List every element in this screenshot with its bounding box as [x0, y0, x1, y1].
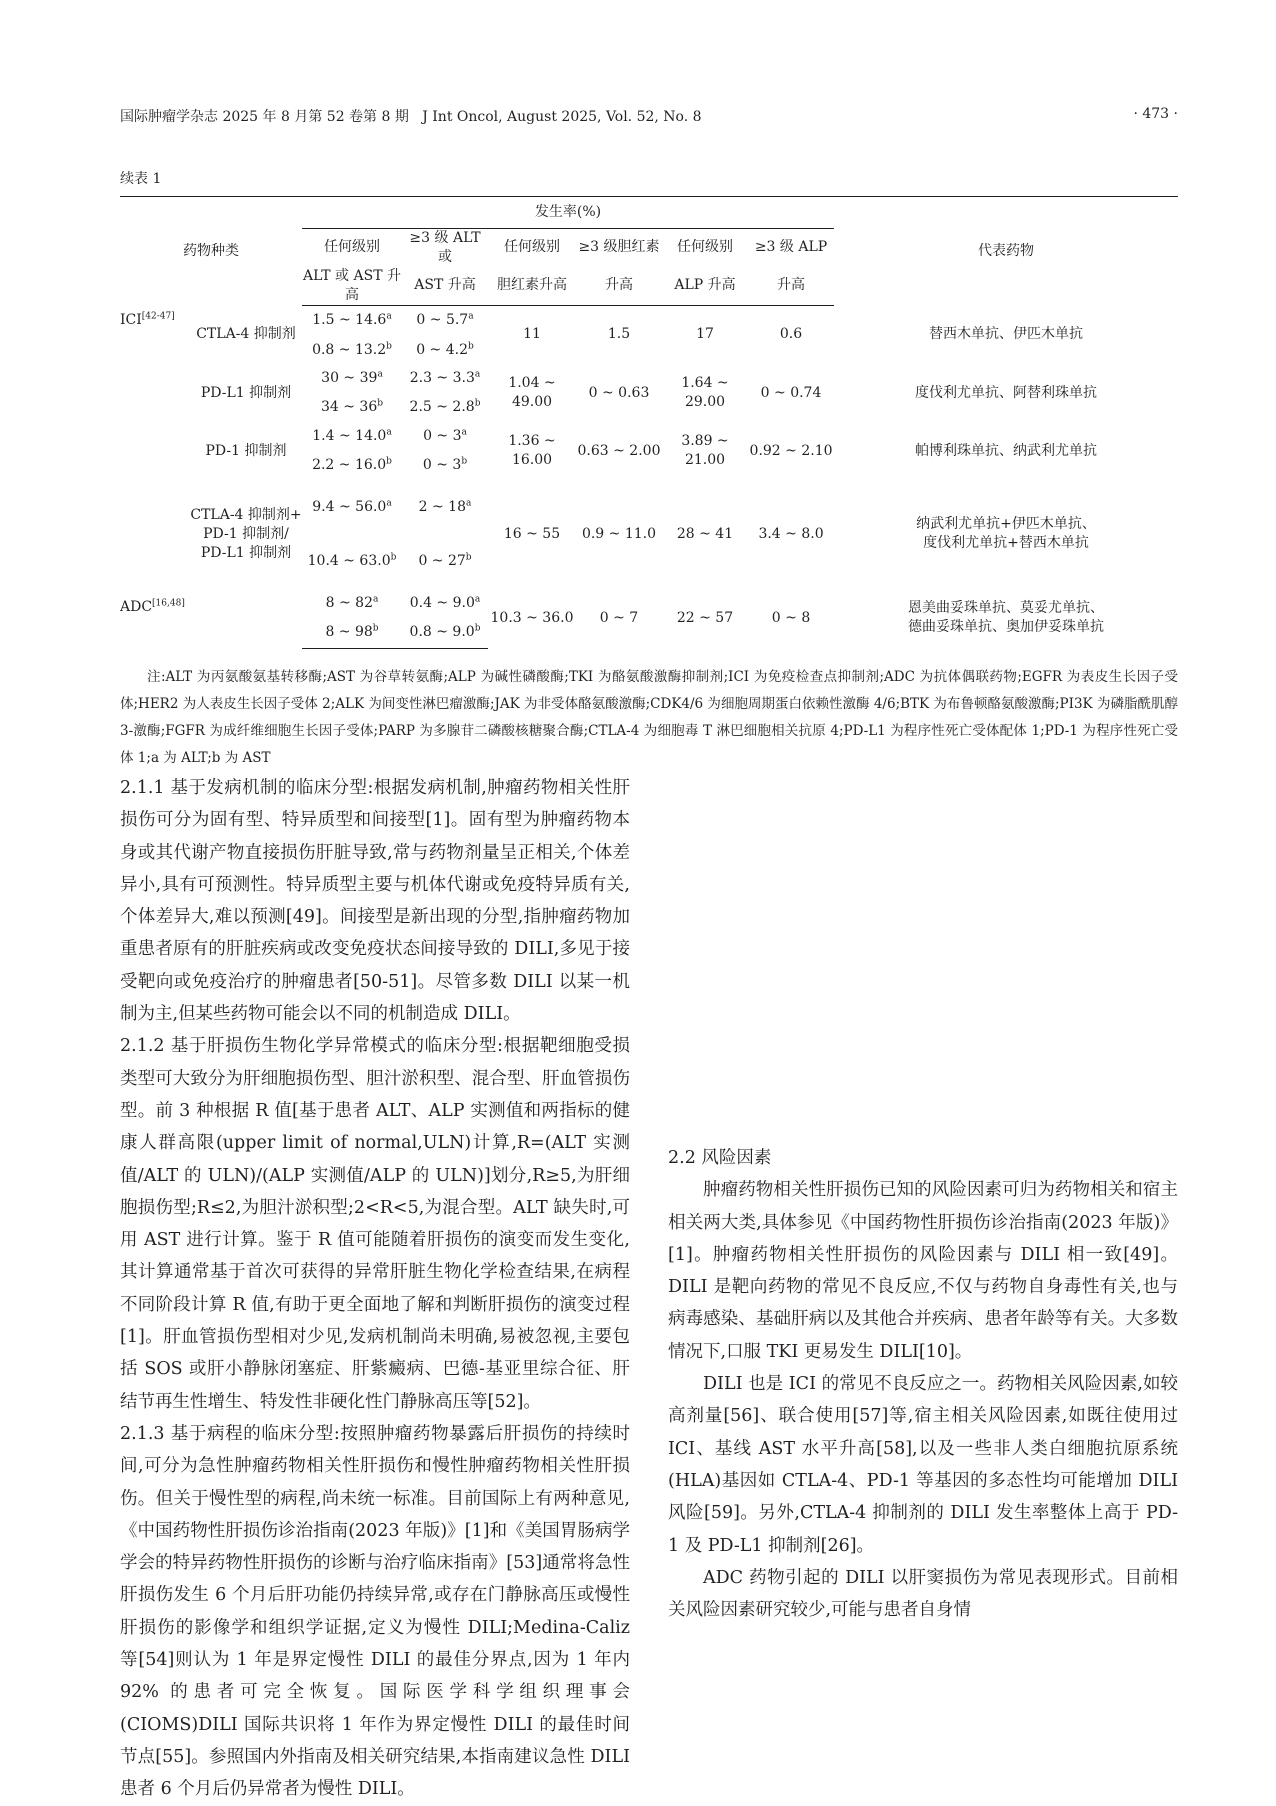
- combo-name: [190, 480, 302, 588]
- header-representative-drugs: 代表药物: [834, 197, 1178, 306]
- body-column-right: [668, 1142, 1178, 1626]
- combo-rep-line1: 纳武利尤单抗+伊匹木单抗、: [916, 516, 1096, 533]
- ctla4-bilirubin-g3: 1.5: [607, 326, 631, 343]
- header-col6-line2: 升高: [748, 267, 834, 305]
- section-2-1-2-text: 根据靶细胞受损类型可大致分为肝细胞损伤型、胆汁淤积型、混合型、肝血管损伤型。前 3 种根据 R 值[基于患者 ALT、ALP 实测值和两指标的健康人群高限(upper limit of normal,ULN)计算,R=(ALT 实测值/ALT 的 ULN)/(ALP 实测值/ALP 的 ULN)]划分,R≥5,为肝细胞损伤型;R≤2,为胆汁淤积型;2<R<5,为混合型。ALT 缺失时,可用 AST 进行计算。鉴于 R 值可能随着肝损伤的演变而发生变化,其计算通常基于首次可获得的异常肝脏生物化学检查结果,在病程不同阶段计算 R 值,有助于更全面地了解和判断肝损伤的演变过程[1]。肝血管损伤型相对少见,发病机制尚未明确,易被忽视,主要包括 SOS 或肝小静脉闭塞症、肝紫癜病、巴德-基亚里综合征、肝结节再生性增生、特发性非硬化性门静脉高压等[52]。: [120, 1036, 630, 1412]
- header-col5-line2: ALP 升高: [662, 267, 748, 305]
- ctla4-representative: 替西木单抗、伊匹木单抗: [929, 326, 1084, 343]
- combo-any-ast: 10.4 ~ 63.0$^b$: [307, 551, 397, 569]
- section-2-1-3: [120, 1418, 630, 1806]
- pdl1-any-alt: 30 ~ 39$^a$: [321, 369, 383, 387]
- pd1-alp-g3: 0.92 ~ 2.10: [749, 442, 833, 459]
- table-footnote: [120, 664, 1178, 772]
- pdl1-alp-any: 1.64 ~ 29.00: [681, 375, 729, 411]
- pdl1-name: PD-L1 抑制剂: [200, 384, 292, 401]
- section-2-1-3-heading: 2.1.3 基于病程的临床分型:: [120, 1423, 340, 1444]
- combo-g3-alt: 2 ~ 18$^a$: [418, 497, 472, 515]
- adc-alp-any: 22 ~ 57: [676, 609, 734, 626]
- pdl1-any-ast: 34 ~ 36$^b$: [320, 398, 384, 416]
- section-2-1-1-text: 根据发病机制,肿瘤药物相关性肝损伤可分为固有型、特异质型和间接型[1]。固有型为肿瘤药物本身或其代谢产物直接损伤肝脏导致,常与药物剂量呈正相关,个体差异小,具有可预测性。特异质型主要与机体代谢或免疫特异质有关,个体差异大,难以预测[49]。间接型是新出现的分型,指肿瘤药物加重患者原有的肝脏疾病或改变免疫状态间接导致的 DILI,多见于接受靶向或免疫治疗的肿瘤患者[50-51]。尽管多数 DILI 以某一机制为主,但某些药物可能会以不同的机制造成 DILI。: [120, 778, 630, 1025]
- ctla4-alp-any: 17: [696, 326, 714, 343]
- adc-bilirubin-g3: 0 ~ 7: [599, 609, 639, 626]
- combo-bilirubin-any: 16 ~ 55: [503, 525, 561, 542]
- pdl1-g3-ast: 2.5 ~ 2.8$^b$: [409, 398, 481, 416]
- pd1-any-ast: 2.2 ~ 16.0$^b$: [312, 456, 392, 474]
- combo-rep-line2: 度伐利尤单抗+替西木单抗: [923, 535, 1089, 552]
- ici-reference: [42-47]: [141, 311, 175, 322]
- ctla4-g3-alt: 0 ~ 5.7$^a$: [416, 311, 474, 329]
- pd1-g3-ast: 0 ~ 3$^b$: [422, 456, 468, 474]
- header-col2-line1: ≥3 级 ALT 或: [409, 230, 481, 265]
- pdl1-alp-g3: 0 ~ 0.74: [760, 384, 822, 401]
- pdl1-bilirubin-any: 1.04 ~ 49.00: [508, 375, 556, 411]
- combo-alp-g3: 3.4 ~ 8.0: [758, 525, 824, 542]
- running-header: [120, 106, 1178, 126]
- pdl1-representative: 度伐利尤单抗、阿替利珠单抗: [915, 384, 1098, 401]
- journal-en: J Int Oncol, August 2025, Vol. 52, No. 8: [422, 109, 702, 125]
- adc-any-ast: 8 ~ 98$^b$: [302, 618, 402, 648]
- header-drug-class: 药物种类: [120, 197, 302, 306]
- combo-g3-ast: 0 ~ 27$^b$: [418, 551, 472, 569]
- adc-any-alt: 8 ~ 82$^a$: [325, 593, 379, 611]
- header-col2-line2: AST 升高: [402, 267, 488, 305]
- section-2-2-paragraph-1: 肿瘤药物相关性肝损伤已知的风险因素可归为药物相关和宿主相关两大类,具体参见《中国药物性肝损伤诊治指南(2023 年版)》[1]。肿瘤药物相关性肝损伤的风险因素与 DILI 相一致[49]。DILI 是靶向药物的常见不良反应,不仅与药物自身毒性有关,也与病毒感染、基础肝病以及其他合并疾病、患者年龄等有关。大多数情况下,口服 TKI 更易发生 DILI[10]。: [668, 1180, 1178, 1362]
- section-2-2-paragraph-2: DILI 也是 ICI 的常见不良反应之一。药物相关风险因素,如较高剂量[56]、联合使用[57]等,宿主相关风险因素,如既往使用过 ICI、基线 AST 水平升高[58],以及一些非人类白细胞抗原系统(HLA)基因如 CTLA-4、PD-1 等基因的多态性均可能增加 DILI 风险[59]。另外,CTLA-4 抑制剂的 DILI 发生率整体上高于 PD-1 及 PD-L1 抑制剂[26]。: [668, 1374, 1178, 1556]
- section-2-2-heading: 2.2 风险因素: [668, 1148, 772, 1168]
- pd1-representative: 帕博利珠单抗、纳武利尤单抗: [915, 442, 1098, 459]
- ctla4-any-alt: 1.5 ~ 14.6$^a$: [312, 311, 392, 329]
- pd1-any-alt: 1.4 ~ 14.0$^a$: [312, 427, 392, 445]
- combo-alp-any: 28 ~ 41: [676, 525, 734, 542]
- combo-name-line2: PD-1 抑制剂/: [203, 525, 289, 542]
- section-2-1-1-heading: 2.1.1 基于发病机制的临床分型:: [120, 778, 374, 798]
- combo-representative: [834, 480, 1178, 588]
- combo-name-line1: CTLA-4 抑制剂+: [190, 506, 302, 523]
- header-col3-line1: 任何级别: [504, 239, 560, 256]
- section-2-1-2: [120, 1030, 630, 1418]
- section-2-1-2-heading: 2.1.2 基于肝损伤生物化学异常模式的临床分型:: [120, 1036, 504, 1057]
- combo-any-alt: 9.4 ~ 56.0$^a$: [312, 497, 392, 515]
- journal-cn: 国际肿瘤学杂志 2025 年 8 月第 52 卷第 8 期: [120, 109, 409, 125]
- pdl1-g3-alt: 2.3 ~ 3.3$^a$: [409, 369, 481, 387]
- pdl1-bilirubin-g3: 0 ~ 0.63: [588, 384, 650, 401]
- ctla4-alp-g3: 0.6: [779, 326, 803, 343]
- table-continued-label: 续表 1: [120, 171, 162, 187]
- section-2-1-3-text: 按照肿瘤药物暴露后肝损伤的持续时间,可分为急性肿瘤药物相关性肝损伤和慢性肿瘤药物相关性肝损伤。但关于慢性型的病程,尚未统一标准。目前国际上有两种意见,《中国药物性肝损伤诊治指南(2023 年版)》[1]和《美国胃肠病学学会的特异药物性肝损伤的诊断与治疗临床指南》[53]通常将急性肝损伤发生 6 个月后肝功能仍持续异常,或存在门静脉高压或慢性肝损伤的影像学和组织学证据,定义为慢性 DILI;Medina-Caliz 等[54]则认为 1 年是界定慢性 DILI 的最佳分界点,因为 1 年内 92% 的患者可完全恢复。国际医学科学组织理事会(CIOMS)DILI 国际共识将 1 年作为界定慢性 DILI 的最佳时间节点[55]。参照国内外指南及相关研究结果,本指南建议急性 DILI 患者 6 个月后仍异常者为慢性 DILI。: [120, 1423, 630, 1800]
- page-number: · 473 ·: [1133, 106, 1178, 122]
- group-ici: ICI[42-47]: [120, 311, 175, 329]
- adc-representative: [834, 588, 1178, 648]
- ctla4-g3-ast: 0 ~ 4.2$^b$: [416, 340, 474, 358]
- header-col1-line1: 任何级别: [324, 239, 380, 256]
- group-adc: ADC[16,48]: [120, 598, 185, 616]
- section-2-1-1: [120, 772, 630, 1030]
- data-table: [120, 196, 1178, 649]
- footnote-a: a 为 ALT;: [150, 750, 212, 766]
- combo-bilirubin-g3: 0.9 ~ 11.0: [581, 525, 657, 542]
- section-2-2-paragraph-3: ADC 药物引起的 DILI 以肝窦损伤为常见表现形式。目前相关风险因素研究较少,可能与患者自身情: [668, 1567, 1178, 1621]
- adc-alp-g3: 0 ~ 8: [771, 609, 811, 626]
- adc-rep-line1: 恩美曲妥珠单抗、莫妥尤单抗、: [908, 600, 1105, 617]
- combo-name-line3: PD-L1 抑制剂: [200, 544, 292, 561]
- pd1-name: PD-1 抑制剂: [205, 442, 287, 459]
- body-column-left: [120, 772, 630, 1806]
- pd1-bilirubin-any: 1.36 ~ 16.00: [508, 433, 556, 469]
- header-col5-line1: 任何级别: [677, 239, 733, 256]
- header-col4-line1: ≥3 级胆红素: [578, 239, 660, 256]
- adc-g3-alt: 0.4 ~ 9.0$^a$: [409, 593, 481, 611]
- pd1-alp-any: 3.89 ~ 21.00: [681, 433, 729, 469]
- ctla4-any-ast: 0.8 ~ 13.2$^b$: [312, 340, 392, 358]
- header-col4-line2: 升高: [576, 267, 662, 305]
- adc-reference: [16,48]: [152, 598, 185, 609]
- pd1-g3-alt: 0 ~ 3$^a$: [423, 427, 467, 445]
- footnote-b: b 为 AST: [211, 750, 271, 766]
- footnote-abbreviations: 注:ALT 为丙氨酸氨基转移酶;AST 为谷草转氨酶;ALP 为碱性磷酸酶;TKI 为酪氨酸激酶抑制剂;ICI 为免疫检查点抑制剂;ADC 为抗体偶联药物;EGFR 为表皮生长因子受体;HER2 为人表皮生长因子受体 2;ALK 为间变性淋巴瘤激酶;JAK 为非受体酪氨酸激酶;CDK4/6 为细胞周期蛋白依赖性激酶 4/6;BTK 为布鲁顿酪氨酸激酶;PI3K 为磷脂酰肌醇 3-激酶;FGFR 为成纤维细胞生长因子受体;PARP 为多腺苷二磷酸核糖聚合酶;CTLA-4 为细胞毒 T 淋巴细胞相关抗原 4;PD-L1 为程序性死亡受体配体 1;PD-1 为程序性死亡受体 1;: [120, 669, 1178, 766]
- header-incidence: 发生率(%): [302, 197, 834, 229]
- ctla4-bilirubin-any: 11: [523, 326, 541, 343]
- header-col6-line1: ≥3 级 ALP: [754, 239, 828, 256]
- adc-rep-line2: 德曲妥珠单抗、奥加伊妥珠单抗: [908, 619, 1105, 636]
- journal-citation: [120, 106, 702, 126]
- adc-g3-ast: 0.8 ~ 9.0$^b$: [402, 618, 488, 648]
- pd1-bilirubin-g3: 0.63 ~ 2.00: [577, 442, 661, 459]
- header-col1-line2: ALT 或 AST 升高: [302, 267, 402, 305]
- ctla4-name: CTLA-4 抑制剂: [196, 326, 296, 343]
- header-col3-line2: 胆红素升高: [488, 267, 576, 305]
- adc-bilirubin-any: 10.3 ~ 36.0: [490, 609, 574, 626]
